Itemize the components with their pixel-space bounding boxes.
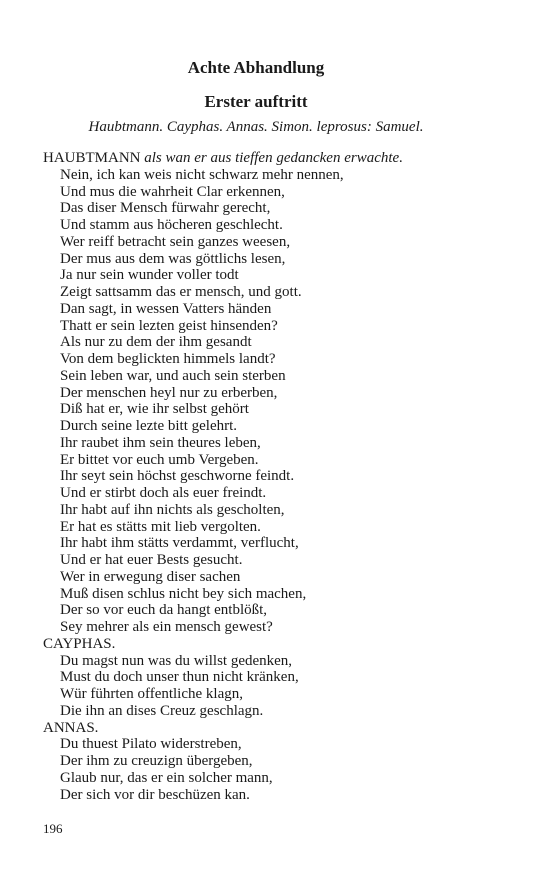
verse-line: Must du doch unser thun nicht kränken, [60, 669, 299, 686]
verse-line: Du magst nun was du willst gedenken, [60, 652, 293, 669]
verse-line: Du thuest Pilato widerstreben, [60, 736, 242, 753]
verse-line: Er bittet vor euch umb Vergeben. [60, 451, 259, 468]
play-text [43, 150, 523, 803]
verse-line: Thatt er sein lezten geist hinsenden? [60, 317, 278, 334]
scene-title: Erster auftritt [204, 92, 308, 111]
speaker-line [43, 150, 523, 167]
speech-block [43, 636, 523, 720]
verse-line: Das diser Mensch fürwahr gerecht, [60, 200, 271, 217]
stage-direction: als wan er aus tieffen gedancken erwachte. [144, 150, 403, 166]
verse-line: Sey mehrer als ein mensch gewest? [60, 619, 273, 635]
page-number: 196 [43, 821, 63, 836]
verse-line: Dan sagt, in wessen Vatters händen [60, 300, 272, 317]
verse-line: Und er stirbt doch als euer freindt. [60, 485, 267, 501]
verse-line: Diß hat er, wie ihr selbst gehört [60, 401, 249, 418]
verse-line: Durch seine lezte bitt gelehrt. [60, 418, 238, 434]
verse-line: Der so vor euch da hangt entblößt, [60, 602, 268, 619]
verse-line: Er hat es stätts mit lieb vergolten. [60, 518, 261, 535]
verse-line: Die ihn an dises Creuz geschlagn. [60, 702, 264, 719]
verse-line: Und mus die wahrheit Clar erkennen, [60, 183, 285, 200]
verse-line: Von dem beglickten himmels landt? [60, 351, 276, 367]
verse-line: Wer in erwegung diser sachen [60, 568, 241, 585]
dramatis-personae: Haubtmann. Cayphas. Annas. Simon. leprosus: Samuel. [88, 119, 424, 135]
verse-line: Muß disen schlus nicht bey sich machen, [60, 585, 307, 602]
verse-line: Glaub nur, das er ein solcher mann, [60, 769, 273, 786]
verse-line: Der ihm zu creuzign übergeben, [60, 753, 253, 769]
verse-line: Als nur zu dem der ihm gesandt [60, 334, 252, 351]
verse-line: Sein leben war, und auch sein sterben [60, 367, 286, 384]
verse-line: Wer reiff betracht sein ganzes weesen, [60, 233, 291, 250]
verse-line: Der mus aus dem was göttlichs lesen, [60, 250, 286, 267]
verse-line: Wür führten offentliche klagn, [60, 686, 243, 702]
verse-line: Und er hat euer Bests gesucht. [60, 552, 243, 568]
speaker-line [43, 720, 523, 737]
verse-line: Und stamm aus höcheren geschlecht. [60, 217, 283, 233]
verse-line: Nein, ich kan weis nicht schwarz mehr nennen, [60, 166, 344, 183]
speaker-line [43, 636, 523, 653]
act-title: Achte Abhandlung [187, 58, 325, 77]
speech-block [43, 720, 523, 804]
verse-line: Ihr raubet ihm sein theures leben, [60, 434, 261, 451]
verse-line: Ihr habt ihm stätts verdammt, verflucht, [60, 535, 299, 552]
verse-line: Der menschen heyl nur zu erberben, [60, 384, 278, 401]
speaker-name: HAUBTMANN [43, 150, 141, 166]
speech-block [43, 150, 523, 636]
verse-line: Ja nur sein wunder voller todt [60, 267, 239, 284]
verse-line: Ihr habt auf ihn nichts als gescholten, [60, 501, 285, 518]
verse-line: Zeigt sattsamm das er mensch, und gott. [60, 284, 302, 300]
speaker-name: CAYPHAS. [43, 635, 116, 652]
verse-line: Ihr seyt sein höchst geschworne feindt. [60, 468, 295, 485]
speaker-name: ANNAS. [43, 719, 99, 736]
verse-line: Der sich vor dir beschüzen kan. [60, 786, 250, 803]
